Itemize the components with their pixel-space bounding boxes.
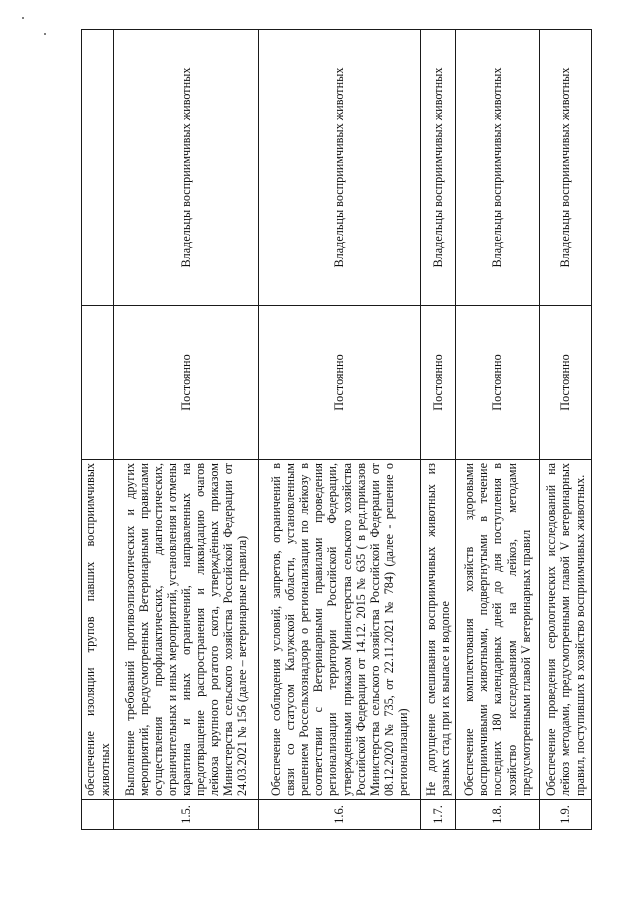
table-row — [82, 30, 114, 830]
term-cell: Постоянно — [421, 306, 456, 460]
executor-cell: Владельцы восприимчивых животных — [259, 30, 421, 306]
term-cell: Постоянно — [456, 306, 540, 460]
row-number: 1.5. — [114, 800, 259, 830]
row-number: 1.7. — [421, 800, 456, 830]
measure-text: Обеспечение проведения серологических исследований на лейкоз методами, предусмотренными главой V ветеринарных правил, поступивших в хозяйство восприимчивых животных. — [540, 460, 592, 800]
row-number: 1.8. — [456, 800, 540, 830]
executor-cell: Владельцы восприимчивых животных — [421, 30, 456, 306]
row-number — [82, 800, 114, 830]
executor-cell — [82, 30, 114, 306]
table-row — [114, 30, 259, 830]
measure-text: Обеспечение соблюдения условий, запретов, ограничений в связи со статусом Калужской области, установленным решением Россельхознадзора о регионализации по лейкозу в соответствии с Ветеринарными правилами проведения регионализации территории Российской Федерации, утвержденными приказом Министерства сельского хозяйства Российской Федерации от 14.12. 2015 № 635 ( в ред.приказов Министерства сельского хозяйства Российской Федерации от 08.12.2020 № 735, от 22.11.2021 № 784) (далее - решение о регионализации) — [259, 460, 421, 800]
row-number: 1.6. — [259, 800, 421, 830]
term-cell — [82, 306, 114, 460]
measure-text: Выполнение требований противоэпизоотических и других мероприятий, предусмотренных Ветеринарными правилами осуществления профилактических, диагностических, ограничительных и иных мероприятий, установления и отмены карантина и иных ограничений, направленных на предотвращение распространения и ликвидацию очагов лейкоза крупного рогатого скота, утверждённых приказом Министерства сельского хозяйства Российской Федерации от 24.03.2021 № 156 (далее – ветеринарные правила) — [114, 460, 259, 800]
scan-speck — [44, 33, 46, 35]
table-row — [421, 30, 456, 830]
measure-text: Не допущение смешивания восприимчивых животных из разных стад при их выпасе и водопое — [421, 460, 456, 800]
table-row — [456, 30, 540, 830]
executor-cell: Владельцы восприимчивых животных — [540, 30, 592, 306]
scan-speck — [22, 17, 24, 19]
executor-cell: Владельцы восприимчивых животных — [456, 30, 540, 306]
measures-table — [81, 29, 592, 830]
executor-cell: Владельцы восприимчивых животных — [114, 30, 259, 306]
table-row — [259, 30, 421, 830]
term-cell: Постоянно — [259, 306, 421, 460]
term-cell: Постоянно — [114, 306, 259, 460]
measure-text: Обеспечение комплектования хозяйств здоровыми восприимчивыми животными, подвергнутыми в течение последних 180 календарных дней до дня поступления в хозяйство исследованиям на лейкоз, методами предусмотренными главой V ветеринарных правил — [456, 460, 540, 800]
term-cell: Постоянно — [540, 306, 592, 460]
rotated-table-wrapper — [81, 30, 591, 830]
row-number: 1.9. — [540, 800, 592, 830]
measure-text: обеспечение изоляции трупов павших восприимчивых животных — [82, 460, 114, 800]
table-row — [540, 30, 592, 830]
